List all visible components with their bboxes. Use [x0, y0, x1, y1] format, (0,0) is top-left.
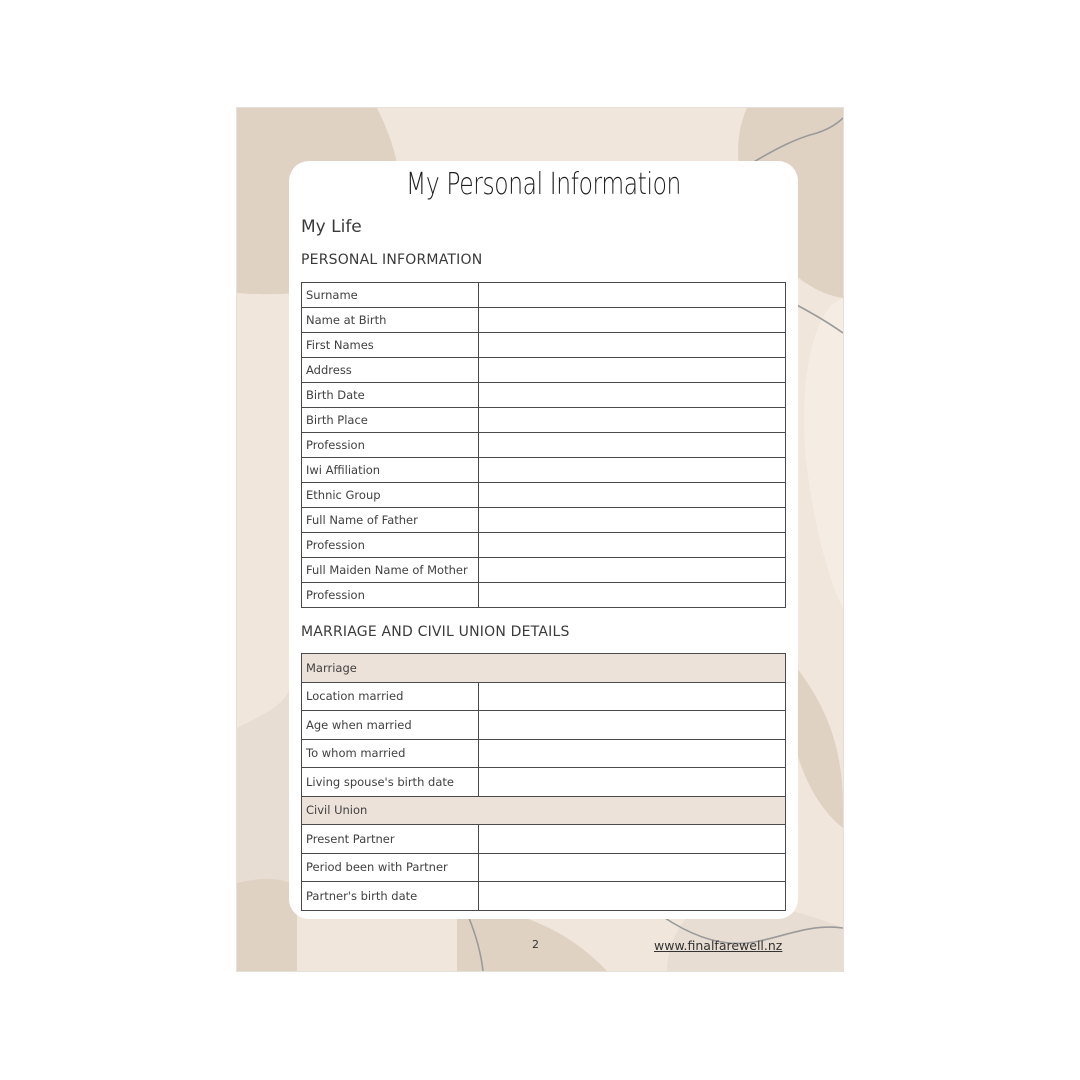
table-row — [302, 711, 786, 740]
field-value-cell[interactable] — [479, 333, 786, 358]
field-value-cell[interactable] — [479, 768, 786, 797]
page-title: My Personal Information — [406, 167, 681, 202]
field-label: First Names — [302, 333, 479, 358]
group-header-row — [302, 796, 786, 825]
personal-information-heading: PERSONAL INFORMATION — [301, 252, 483, 268]
field-label: Address — [302, 358, 479, 383]
field-label: Full Name of Father — [302, 508, 479, 533]
field-label: Full Maiden Name of Mother — [302, 558, 479, 583]
field-label: Birth Place — [302, 408, 479, 433]
marriage-details-table — [301, 653, 786, 911]
page-number: 2 — [532, 938, 539, 951]
field-label: Name at Birth — [302, 308, 479, 333]
field-value-cell[interactable] — [479, 283, 786, 308]
field-value-cell[interactable] — [479, 583, 786, 608]
field-value-cell[interactable] — [479, 882, 786, 911]
field-value-cell[interactable] — [479, 433, 786, 458]
field-label: To whom married — [302, 739, 479, 768]
table-row — [302, 825, 786, 854]
table-row — [302, 768, 786, 797]
field-label: Age when married — [302, 711, 479, 740]
subtitle: My Life — [301, 217, 362, 237]
field-label: Iwi Affiliation — [302, 458, 479, 483]
field-value-cell[interactable] — [479, 508, 786, 533]
field-value-cell[interactable] — [479, 383, 786, 408]
website-link[interactable]: www.finalfarewell.nz — [654, 938, 783, 953]
table-row — [302, 483, 786, 508]
table-row — [302, 458, 786, 483]
table-row — [302, 583, 786, 608]
table-row — [302, 558, 786, 583]
field-value-cell[interactable] — [479, 408, 786, 433]
marriage-details-heading: MARRIAGE AND CIVIL UNION DETAILS — [301, 624, 570, 640]
table-row — [302, 739, 786, 768]
field-label: Surname — [302, 283, 479, 308]
group-header-row — [302, 654, 786, 683]
field-value-cell[interactable] — [479, 739, 786, 768]
field-value-cell[interactable] — [479, 308, 786, 333]
field-label: Profession — [302, 533, 479, 558]
table-row — [302, 358, 786, 383]
field-value-cell[interactable] — [479, 483, 786, 508]
field-label: Period been with Partner — [302, 853, 479, 882]
field-label: Profession — [302, 583, 479, 608]
table-row — [302, 882, 786, 911]
table-row — [302, 508, 786, 533]
personal-information-table — [301, 282, 786, 608]
field-label: Partner's birth date — [302, 882, 479, 911]
civil-union-group-label: Civil Union — [302, 796, 786, 825]
document-page — [237, 108, 843, 971]
table-row — [302, 308, 786, 333]
field-label: Location married — [302, 682, 479, 711]
table-row — [302, 283, 786, 308]
field-label: Birth Date — [302, 383, 479, 408]
field-value-cell[interactable] — [479, 825, 786, 854]
field-label: Profession — [302, 433, 479, 458]
field-value-cell[interactable] — [479, 682, 786, 711]
field-label: Ethnic Group — [302, 483, 479, 508]
field-value-cell[interactable] — [479, 558, 786, 583]
field-value-cell[interactable] — [479, 711, 786, 740]
field-value-cell[interactable] — [479, 853, 786, 882]
table-row — [302, 333, 786, 358]
form-card — [289, 161, 798, 919]
marriage-group-label: Marriage — [302, 654, 786, 683]
table-row — [302, 383, 786, 408]
field-label: Living spouse's birth date — [302, 768, 479, 797]
table-row — [302, 682, 786, 711]
field-value-cell[interactable] — [479, 533, 786, 558]
table-row — [302, 533, 786, 558]
table-row — [302, 433, 786, 458]
field-value-cell[interactable] — [479, 358, 786, 383]
table-row — [302, 408, 786, 433]
field-label: Present Partner — [302, 825, 479, 854]
field-value-cell[interactable] — [479, 458, 786, 483]
table-row — [302, 853, 786, 882]
